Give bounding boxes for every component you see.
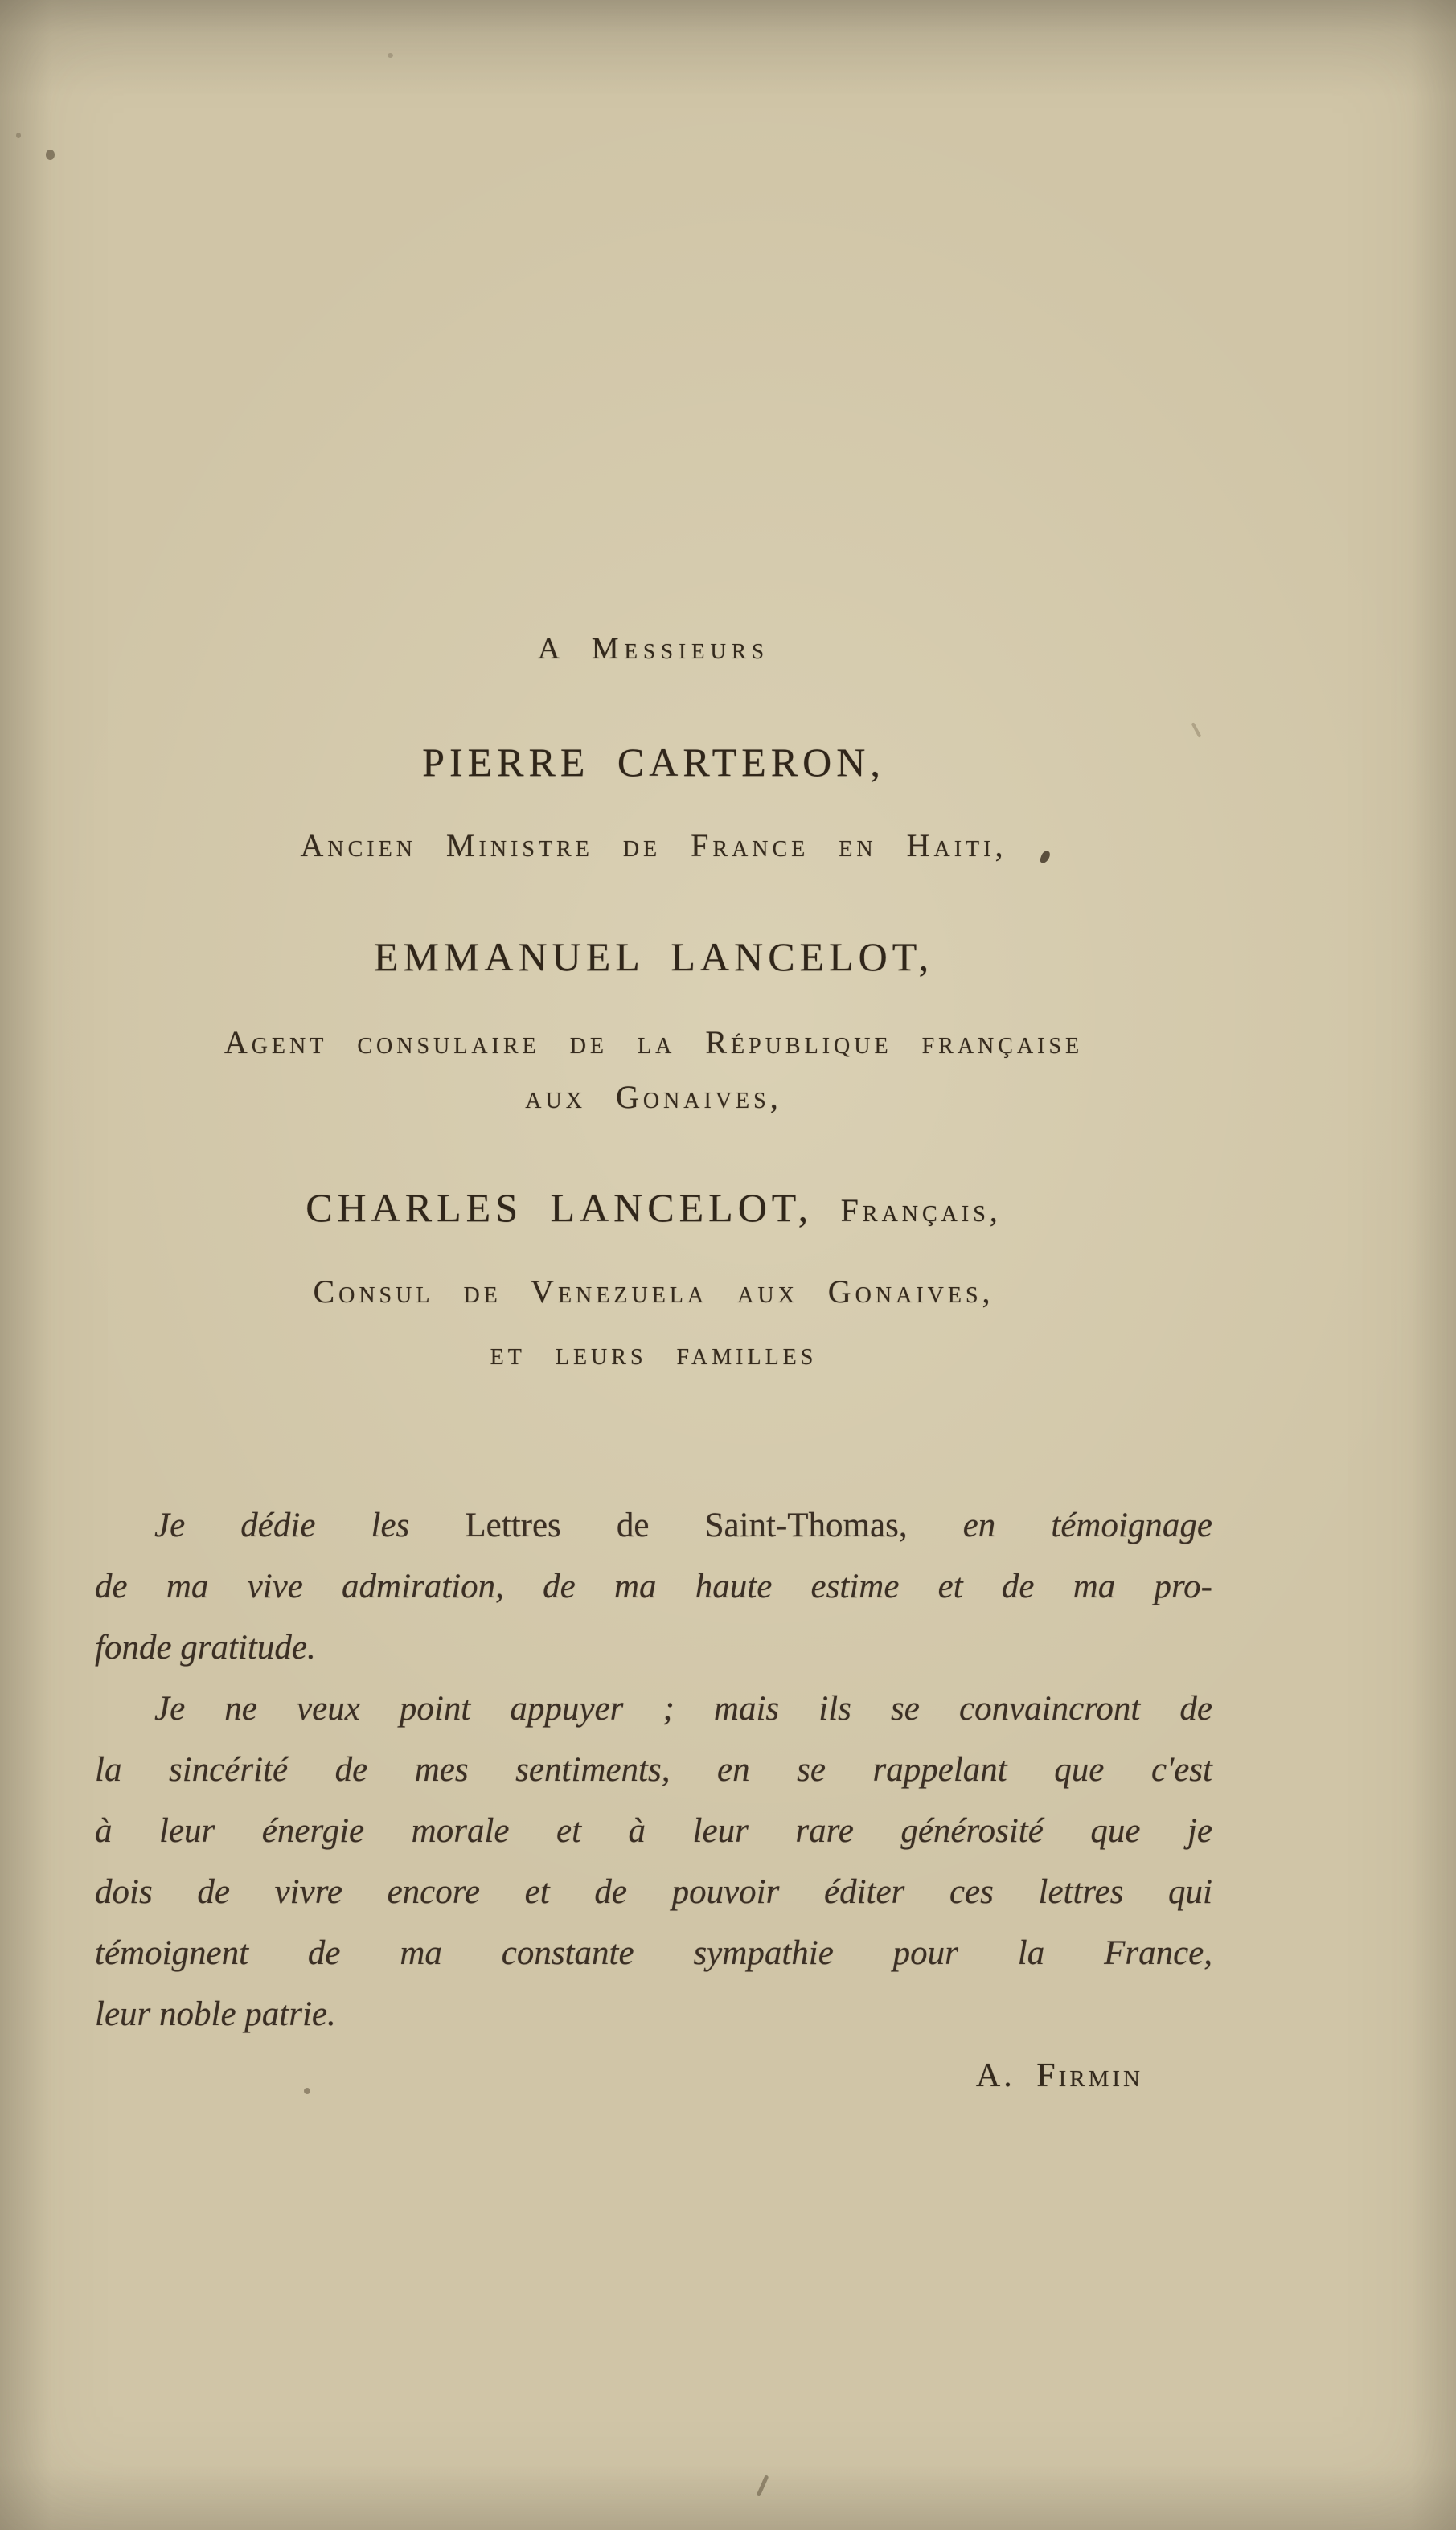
- text-line: fonde gratitude.: [95, 1629, 316, 1667]
- dedicatee-name-emmanuel-lancelot: EMMANUEL LANCELOT,: [373, 934, 934, 979]
- dedicatee-title-pierre-carteron: Ancien Ministre de France en Haiti,: [300, 827, 1007, 863]
- paper-speck: [46, 150, 55, 160]
- dedication-paragraph-2: [95, 1679, 1212, 2045]
- text-segment-italic: en témoignage: [907, 1507, 1212, 1544]
- text-line: témoignent de ma constante sympathie pour la France,: [95, 1934, 1212, 1972]
- text-line: dois de vivre encore et de pouvoir éditer ces lettres qui: [95, 1873, 1212, 1911]
- dedication-heading: [95, 0, 1212, 1372]
- dedicatee-title-charles-lancelot: Consul de Venezuela aux Gonaives,: [313, 1273, 995, 1310]
- dedication-content: [95, 0, 1212, 2097]
- book-title-roman: Lettres de Saint-Thomas,: [465, 1507, 908, 1544]
- dedicatee-nationality: Français,: [840, 1192, 1002, 1228]
- text-line: à leur énergie morale et à leur rare générosité que je: [95, 1812, 1212, 1850]
- salutation-line: A Messieurs: [537, 632, 770, 666]
- text-line: Je ne veux point appuyer ; mais ils se convaincront de: [154, 1690, 1212, 1728]
- dedicatee-families-line: et leurs familles: [490, 1335, 818, 1372]
- text-line: [95, 1495, 1212, 1556]
- text-line: la sincérité de mes sentiments, en se rappelant que c'est: [95, 1751, 1212, 1789]
- text-segment-italic: Je dédie les: [154, 1507, 466, 1544]
- dedication-paragraph-1: [95, 1495, 1212, 1679]
- dedicatee-name-pierre-carteron: PIERRE CARTERON,: [422, 740, 885, 785]
- paper-speck: [304, 2088, 310, 2094]
- dedicatee-name-charles-lancelot: [95, 1183, 1212, 1236]
- stray-pen-mark: [757, 2475, 769, 2497]
- dedicatee-title-emmanuel-lancelot-2: aux Gonaives,: [525, 1079, 782, 1115]
- text-line: de ma vive admiration, de ma haute estime et de ma pro-: [95, 1568, 1212, 1605]
- dedication-body: [95, 1495, 1212, 2097]
- text-line: leur noble patrie.: [95, 1995, 336, 2033]
- paper-speck: [16, 133, 21, 138]
- dedicatee-name-charles-lancelot-text: CHARLES LANCELOT,: [306, 1185, 814, 1230]
- signature: A. Firmin: [975, 2057, 1143, 2094]
- paper-speck: [388, 53, 393, 58]
- dedicatee-title-emmanuel-lancelot-1: Agent consulaire de la République française: [224, 1024, 1084, 1060]
